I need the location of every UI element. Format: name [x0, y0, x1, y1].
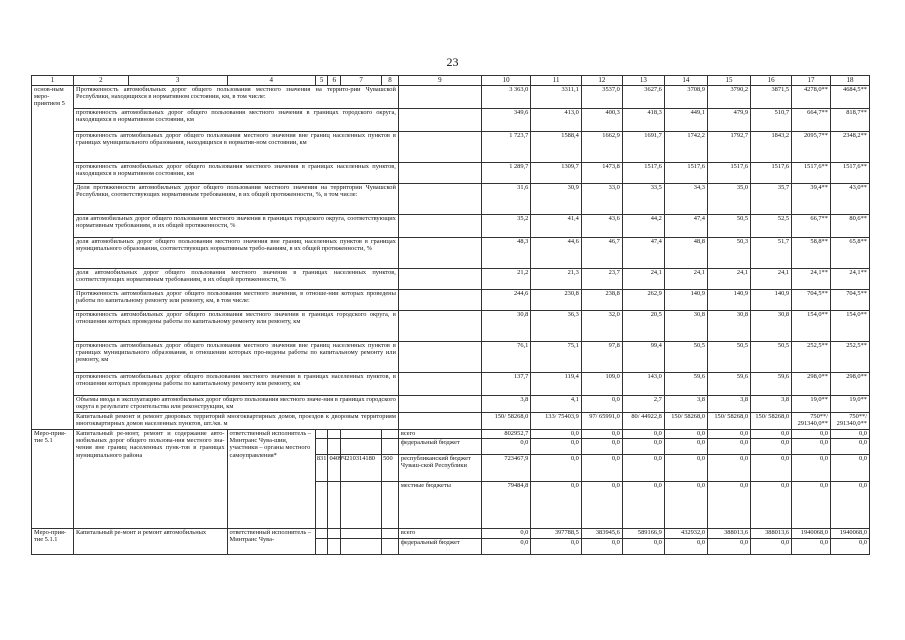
- indicator-value: 109,0: [581, 373, 622, 396]
- funding-value: 0,0: [531, 539, 581, 555]
- spacer-cell: [398, 163, 481, 184]
- funding-value: 0,0: [531, 482, 581, 529]
- indicator-value: 449,1: [664, 109, 707, 132]
- column-number-row: [32, 76, 870, 86]
- indicator-value: 133/ 75403,9: [531, 413, 581, 430]
- indicator-value: 99,4: [622, 342, 664, 373]
- event-id: Меро-прия-тие 5.1: [32, 430, 74, 529]
- indicator-value: 510,7: [751, 109, 792, 132]
- event-label: основ-ным меро-приятием 5: [32, 86, 74, 430]
- indicator-value: 48,3: [481, 238, 530, 269]
- indicator-value: 418,3: [622, 109, 664, 132]
- indicator-value: 43,0**: [830, 184, 869, 215]
- spacer-cell: [398, 132, 481, 163]
- event-id: Меро-прия-тие 5.1.1: [32, 529, 74, 555]
- funding-value: 0,0: [792, 430, 831, 439]
- indicator-value: 33,5: [622, 184, 664, 215]
- indicator-text: протяженность автомобильных дорог общего пользования местного значения вне границ населенных пунктов в границах муниципального образования, находящихся в норматив-ном состоянии, км: [74, 132, 399, 163]
- spacer-cell: [398, 215, 481, 238]
- funding-value: 0,0: [751, 539, 792, 555]
- indicator-value: 44,6: [531, 238, 581, 269]
- code-cell: [341, 529, 382, 539]
- indicator-value: 1 723,7: [481, 132, 530, 163]
- funding-value: 397788,5: [531, 529, 581, 539]
- funding-value: 79484,8: [481, 482, 530, 529]
- indicator-value: 1517,6: [707, 163, 750, 184]
- indicator-value: 2095,7**: [792, 132, 831, 163]
- indicator-row: [32, 109, 870, 132]
- indicator-value: 48,8: [664, 238, 707, 269]
- indicator-value: 4684,5**: [830, 86, 869, 109]
- code-cell: [382, 539, 399, 555]
- indicator-value: 50,5: [707, 342, 750, 373]
- funding-source: республиканский бюджет Чуваш-ской Республики: [398, 455, 481, 482]
- event-name: Капитальный ре-монт и ремонт автомобильных: [74, 529, 228, 555]
- indicator-value: 35,2: [481, 215, 530, 238]
- indicator-value: 50,5: [664, 342, 707, 373]
- funding-value: 0,0: [664, 430, 707, 439]
- spacer-cell: [398, 109, 481, 132]
- code-cell: [341, 482, 382, 529]
- funding-value: 0,0: [581, 439, 622, 455]
- funding-source: федеральный бюджет: [398, 439, 481, 455]
- indicator-value: 59,6: [707, 373, 750, 396]
- indicator-value: 46,7: [581, 238, 622, 269]
- indicator-value: 3537,0: [581, 86, 622, 109]
- code-cell: [382, 529, 399, 539]
- indicator-value: 298,0**: [830, 373, 869, 396]
- indicator-value: 3311,1: [531, 86, 581, 109]
- funding-value: 0,0: [751, 439, 792, 455]
- indicator-value: 750**/ 291340,0**: [830, 413, 869, 430]
- column-number: 9: [398, 76, 481, 86]
- code-cell: [315, 430, 328, 439]
- code-cell: [382, 439, 399, 455]
- code-cell: [315, 482, 328, 529]
- indicator-value: 35,0: [707, 184, 750, 215]
- column-number: 15: [707, 76, 750, 86]
- indicator-value: 59,6: [664, 373, 707, 396]
- indicator-row: [32, 215, 870, 238]
- code-cell: [382, 430, 399, 439]
- indicator-value: 34,3: [664, 184, 707, 215]
- indicator-text: доля автомобильных дорог общего пользования местного значения в границах населенных пунктов, соответствующих нормативным требованиям, в их общей протяженности, %: [74, 269, 399, 290]
- indicator-value: 30,8: [751, 311, 792, 342]
- funding-value: 802952,7: [481, 430, 530, 439]
- budget-code: 500: [382, 455, 399, 482]
- indicator-value: 3790,2: [707, 86, 750, 109]
- indicator-value: 3708,9: [664, 86, 707, 109]
- budget-code: Ч210314180: [341, 455, 382, 482]
- indicator-text: протяженность автомобильных дорог общего пользования местного значения в границах населенных пунктов, в отношении которых проведены работы по капитальному ремонту или ремонту, км: [74, 373, 399, 396]
- indicator-value: 150/ 58268,0: [481, 413, 530, 430]
- indicator-value: 1473,8: [581, 163, 622, 184]
- indicator-row: [32, 86, 870, 109]
- indicator-value: 230,8: [531, 290, 581, 311]
- indicator-value: 119,4: [531, 373, 581, 396]
- indicator-value: 59,6: [751, 373, 792, 396]
- indicator-row: [32, 132, 870, 163]
- indicator-value: 80/ 44922,8: [622, 413, 664, 430]
- indicator-value: 21,2: [481, 269, 530, 290]
- funding-value: 0,0: [751, 430, 792, 439]
- indicator-value: 1691,7: [622, 132, 664, 163]
- spacer-cell: [398, 396, 481, 413]
- indicator-value: 24,1: [707, 269, 750, 290]
- code-cell: [328, 430, 341, 439]
- funding-value: 0,0: [531, 439, 581, 455]
- indicator-row: [32, 163, 870, 184]
- indicator-value: 24,1: [751, 269, 792, 290]
- spacer-cell: [398, 373, 481, 396]
- column-number: 16: [751, 76, 792, 86]
- indicator-value: 24,1**: [830, 269, 869, 290]
- indicator-value: 39,4**: [792, 184, 831, 215]
- funding-value: 0,0: [581, 455, 622, 482]
- event-name: Капитальный ре-монт, ремонт и содержание авто-мобильных дорог общего пользова-ния местного зна-чения вне границ населенных пунк-тов в границах муниципального района: [74, 430, 228, 529]
- indicator-value: 97/ 65991,0: [581, 413, 622, 430]
- indicator-value: 3,8: [707, 396, 750, 413]
- spacer-cell: [398, 342, 481, 373]
- indicator-text: протяженность автомобильных дорог общего пользования местного значения вне границ населенных пунктов в границах муниципального образования, в отношении которых про-ведены работы по капитальному ремонту или ремонту, км: [74, 342, 399, 373]
- funding-value: 0,0: [664, 539, 707, 555]
- column-number: 17: [792, 76, 831, 86]
- spacer-cell: [398, 184, 481, 215]
- funding-row: [32, 430, 870, 439]
- indicator-value: 140,9: [751, 290, 792, 311]
- indicator-value: 1792,7: [707, 132, 750, 163]
- indicator-value: 51,7: [751, 238, 792, 269]
- indicator-value: 80,6**: [830, 215, 869, 238]
- funding-value: 0,0: [707, 455, 750, 482]
- indicator-text: Капитальный ремонт и ремонт дворовых территорий многоквартирных домов, проездов к дворовым территориям многоквартирных домов населенных пунктов, шт./кв. м: [74, 413, 399, 430]
- indicator-value: 244,6: [481, 290, 530, 311]
- indicator-value: 44,2: [622, 215, 664, 238]
- column-number: 11: [531, 76, 581, 86]
- indicator-value: 21,3: [531, 269, 581, 290]
- indicator-value: 30,8: [481, 311, 530, 342]
- funding-value: 388013,6: [707, 529, 750, 539]
- funding-value: 0,0: [664, 439, 707, 455]
- indicator-value: 3,8: [751, 396, 792, 413]
- column-number: 3: [128, 76, 227, 86]
- spacer-cell: [398, 269, 481, 290]
- funding-source: всего: [398, 529, 481, 539]
- code-cell: [328, 482, 341, 529]
- code-cell: [341, 430, 382, 439]
- indicator-value: 30,9: [531, 184, 581, 215]
- indicator-value: 23,7: [581, 269, 622, 290]
- funding-value: 0,0: [707, 539, 750, 555]
- funding-value: 0,0: [751, 455, 792, 482]
- indicator-value: 137,7: [481, 373, 530, 396]
- indicator-value: 31,6: [481, 184, 530, 215]
- indicator-value: 349,6: [481, 109, 530, 132]
- funding-value: 723467,9: [481, 455, 530, 482]
- indicator-value: 35,7: [751, 184, 792, 215]
- indicator-value: 24,1: [664, 269, 707, 290]
- indicator-row: [32, 342, 870, 373]
- funding-value: 0,0: [751, 482, 792, 529]
- funding-value: 0,0: [830, 439, 869, 455]
- indicator-text: Протяженность автомобильных дорог общего пользования местного значения, в отноше-нии которых проведены работы по капитальному ремонту или ремонту, км, в том числе:: [74, 290, 399, 311]
- indicator-value: 298,0**: [792, 373, 831, 396]
- indicator-row: [32, 238, 870, 269]
- column-number: 8: [382, 76, 399, 86]
- indicator-value: 30,8: [707, 311, 750, 342]
- spacer-cell: [398, 290, 481, 311]
- funding-value: 0,0: [707, 430, 750, 439]
- funding-value: 1940068,0: [792, 529, 831, 539]
- funding-value: 0,0: [481, 529, 530, 539]
- indicator-value: 252,5**: [830, 342, 869, 373]
- indicator-value: 1517,6**: [830, 163, 869, 184]
- funding-source: всего: [398, 430, 481, 439]
- spacer-cell: [398, 413, 481, 430]
- column-number: 7: [341, 76, 382, 86]
- indicator-row: [32, 269, 870, 290]
- funding-value: 0,0: [830, 539, 869, 555]
- funding-source: местные бюджеты: [398, 482, 481, 529]
- funding-value: 0,0: [581, 539, 622, 555]
- funding-value: 0,0: [581, 430, 622, 439]
- indicator-value: 818,7**: [830, 109, 869, 132]
- funding-value: 0,0: [622, 430, 664, 439]
- code-cell: [328, 539, 341, 555]
- funding-value: 0,0: [622, 482, 664, 529]
- indicator-value: 65,8**: [830, 238, 869, 269]
- funding-value: 1940068,0: [830, 529, 869, 539]
- indicator-value: 3,8: [664, 396, 707, 413]
- funding-value: 0,0: [792, 482, 831, 529]
- funding-row: [32, 529, 870, 539]
- indicator-value: 75,1: [531, 342, 581, 373]
- indicator-value: 704,5**: [792, 290, 831, 311]
- column-number: 4: [227, 76, 315, 86]
- indicator-value: 58,8**: [792, 238, 831, 269]
- indicator-value: 3627,6: [622, 86, 664, 109]
- responsible-executor: ответственный исполнитель – Минтранс Чува-: [227, 529, 315, 555]
- column-number: 2: [74, 76, 129, 86]
- code-cell: [341, 539, 382, 555]
- indicator-row: [32, 311, 870, 342]
- indicator-value: 750**/ 291340,0**: [792, 413, 831, 430]
- funding-value: 0,0: [830, 455, 869, 482]
- funding-value: 0,0: [830, 430, 869, 439]
- indicator-text: Доля протяженности автомобильных дорог общего пользования местного значения на территории Чувашской Республики, соответствующих нормативным требованиям, в их общей протяженности, %, в том числе:: [74, 184, 399, 215]
- indicator-value: 32,0: [581, 311, 622, 342]
- column-number: 6: [328, 76, 341, 86]
- indicator-text: доля автомобильных дорог общего пользования местного значения в границах городского округа, соответствующих нормативным требованиям, в их общей протяженности, %: [74, 215, 399, 238]
- column-number: 10: [481, 76, 530, 86]
- indicator-text: протяженность автомобильных дорог общего пользования местного значения в границах населенных пунктов, находящихся в нормативном состоянии, км: [74, 163, 399, 184]
- column-number: 5: [315, 76, 328, 86]
- indicator-value: 154,0**: [830, 311, 869, 342]
- spacer-cell: [398, 311, 481, 342]
- funding-value: 0,0: [531, 430, 581, 439]
- indicator-row: [32, 184, 870, 215]
- indicator-value: 479,9: [707, 109, 750, 132]
- indicator-value: 413,0: [531, 109, 581, 132]
- indicator-value: 1588,4: [531, 132, 581, 163]
- indicator-value: 76,1: [481, 342, 530, 373]
- indicator-value: 4278,0**: [792, 86, 831, 109]
- funding-source: федеральный бюджет: [398, 539, 481, 555]
- indicator-text: Объемы ввода в эксплуатацию автомобильных дорог общего пользования местного значе-ния в границах городского округа в результате строительства или реконструкции, км: [74, 396, 399, 413]
- code-cell: [328, 439, 341, 455]
- funding-value: 0,0: [830, 482, 869, 529]
- indicator-value: 43,6: [581, 215, 622, 238]
- indicator-row: [32, 373, 870, 396]
- indicator-value: 1517,6: [664, 163, 707, 184]
- code-cell: [328, 529, 341, 539]
- indicator-value: 1 289,7: [481, 163, 530, 184]
- indicator-value: 50,3: [707, 238, 750, 269]
- funding-value: 0,0: [792, 539, 831, 555]
- indicator-text: Протяженность автомобильных дорог общего пользования местного значения на террито-рии Чувашской Республики, находящихся в нормативном состоянии, км, в том числе:: [74, 86, 399, 109]
- funding-value: 0,0: [707, 482, 750, 529]
- indicator-value: 1517,6: [751, 163, 792, 184]
- indicator-value: 97,8: [581, 342, 622, 373]
- column-number: 1: [32, 76, 74, 86]
- spacer-cell: [398, 86, 481, 109]
- indicator-value: 1742,2: [664, 132, 707, 163]
- indicator-value: 50,5: [707, 215, 750, 238]
- indicator-value: 154,0**: [792, 311, 831, 342]
- column-number: 12: [581, 76, 622, 86]
- indicator-value: 238,8: [581, 290, 622, 311]
- indicator-text: доля автомобильных дорог общего пользования местного значения вне границ населенных пунктов в границах муниципального образования, соответствующих нормативным требо-ваниям, в их общей протяженности, %: [74, 238, 399, 269]
- indicator-value: 140,9: [664, 290, 707, 311]
- code-cell: [315, 439, 328, 455]
- funding-value: 0,0: [622, 439, 664, 455]
- indicator-row: [32, 396, 870, 413]
- program-table: [31, 75, 870, 555]
- indicator-value: 252,5**: [792, 342, 831, 373]
- indicator-value: 47,4: [664, 215, 707, 238]
- indicator-value: 140,9: [707, 290, 750, 311]
- funding-value: 388013,6: [751, 529, 792, 539]
- indicator-value: 143,0: [622, 373, 664, 396]
- column-number: 14: [664, 76, 707, 86]
- funding-value: 0,0: [664, 455, 707, 482]
- indicator-text: протяженность автомобильных дорог общего пользования местного значения в границах городского округа, в отношении которых проведены работы по капитальному ремонту или ремонту, км: [74, 311, 399, 342]
- funding-value: 0,0: [707, 439, 750, 455]
- page-number: 23: [446, 55, 459, 69]
- indicator-value: 24,1**: [792, 269, 831, 290]
- code-cell: [315, 529, 328, 539]
- indicator-value: 19,0**: [830, 396, 869, 413]
- funding-value: 0,0: [622, 455, 664, 482]
- funding-value: 0,0: [792, 455, 831, 482]
- funding-value: 0,0: [581, 482, 622, 529]
- indicator-value: 19,0**: [792, 396, 831, 413]
- code-cell: [341, 439, 382, 455]
- indicator-value: 41,4: [531, 215, 581, 238]
- indicator-value: 150/ 58268,0: [751, 413, 792, 430]
- indicator-value: 150/ 58268,0: [707, 413, 750, 430]
- indicator-value: 24,1: [622, 269, 664, 290]
- indicator-value: 1517,6**: [792, 163, 831, 184]
- column-number: 13: [622, 76, 664, 86]
- funding-value: 0,0: [481, 539, 530, 555]
- indicator-value: 52,5: [751, 215, 792, 238]
- funding-value: 0,0: [622, 539, 664, 555]
- budget-code: 0409: [328, 455, 341, 482]
- indicator-value: 0,0: [581, 396, 622, 413]
- indicator-value: 664,7**: [792, 109, 831, 132]
- code-cell: [382, 482, 399, 529]
- indicator-value: 50,5: [751, 342, 792, 373]
- funding-value: 0,0: [664, 482, 707, 529]
- funding-value: 0,0: [481, 439, 530, 455]
- funding-value: 432932,0: [664, 529, 707, 539]
- funding-value: 383945,6: [581, 529, 622, 539]
- indicator-value: 30,8: [664, 311, 707, 342]
- indicator-value: 33,0: [581, 184, 622, 215]
- indicator-value: 4,1: [531, 396, 581, 413]
- indicator-value: 2348,2**: [830, 132, 869, 163]
- responsible-executor: ответственный исполнитель – Минтранс Чува-шии, участники – органы местного самоуправления*: [227, 430, 315, 529]
- indicator-value: 1309,7: [531, 163, 581, 184]
- indicator-value: 3 363,0: [481, 86, 530, 109]
- indicator-value: 20,5: [622, 311, 664, 342]
- indicator-value: 400,3: [581, 109, 622, 132]
- indicator-value: 3,8: [481, 396, 530, 413]
- indicator-text: протяженность автомобильных дорог общего пользования местного значения в границах городского округа, находящихся в нормативном состоянии, км: [74, 109, 399, 132]
- funding-value: 589166,9: [622, 529, 664, 539]
- spacer-cell: [398, 238, 481, 269]
- indicator-value: 262,9: [622, 290, 664, 311]
- indicator-value: 150/ 58268,0: [664, 413, 707, 430]
- indicator-value: 66,7**: [792, 215, 831, 238]
- indicator-value: 3871,5: [751, 86, 792, 109]
- code-cell: [315, 539, 328, 555]
- indicator-value: 1662,9: [581, 132, 622, 163]
- funding-value: 0,0: [531, 455, 581, 482]
- indicator-row: [32, 290, 870, 311]
- column-number: 18: [830, 76, 869, 86]
- indicator-value: 36,3: [531, 311, 581, 342]
- indicator-row: [32, 413, 870, 430]
- indicator-value: 47,4: [622, 238, 664, 269]
- indicator-value: 704,5**: [830, 290, 869, 311]
- indicator-value: 2,7: [622, 396, 664, 413]
- indicator-value: 1517,6: [622, 163, 664, 184]
- budget-code: 831: [315, 455, 328, 482]
- indicator-value: 1843,2: [751, 132, 792, 163]
- funding-value: 0,0: [792, 439, 831, 455]
